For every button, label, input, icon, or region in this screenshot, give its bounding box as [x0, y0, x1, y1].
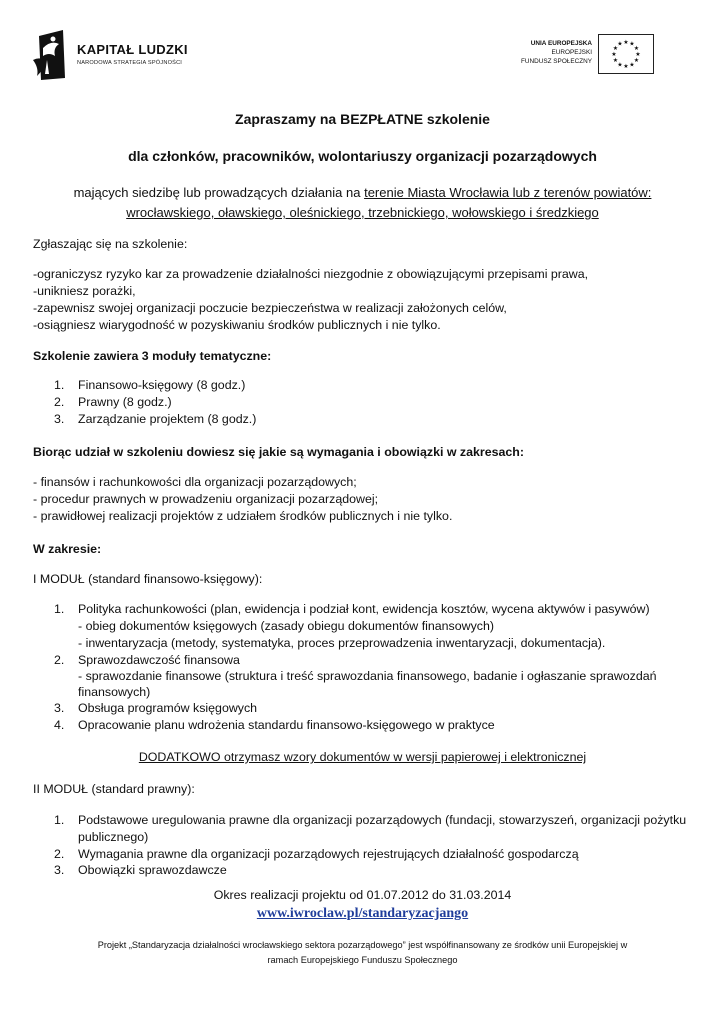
module-label: Prawny (8 godz.)	[78, 395, 172, 409]
line-text: Sprawozdawczość finansowa	[78, 653, 240, 667]
module2-title: II MODUŁ (standard prawny):	[33, 782, 195, 796]
line-number: 1.	[54, 602, 65, 616]
svg-text:★: ★	[623, 39, 629, 46]
intro-item: -osiągniesz wiarygodność w pozyskiwaniu środków publicznych i nie tylko.	[33, 318, 441, 332]
module-number: 1.	[54, 378, 65, 392]
module1-line	[54, 618, 494, 635]
title-audience: dla członków, pracowników, wolontariuszy organizacji pozarządowych	[128, 148, 597, 164]
module1-title: I MODUŁ (standard finansowo-księgowy):	[33, 572, 263, 586]
module1-line	[54, 668, 657, 685]
module2-line	[54, 812, 686, 829]
line-text: Obowiązki sprawozdawcze	[78, 863, 227, 877]
learn-item: - prawidłowej realizacji projektów z udziałem środków publicznych i nie tylko.	[33, 509, 453, 523]
module1-line	[54, 717, 495, 734]
funding-note-line2: ramach Europejskiego Funduszu Społecznego	[267, 955, 458, 965]
module1-line	[54, 652, 240, 669]
kapital-ludzki-emblem-icon	[33, 30, 67, 80]
module2-line	[54, 829, 148, 846]
title-location-prefix: mających siedzibę lub prowadzących działania na	[73, 185, 365, 200]
line-number: 1.	[54, 813, 65, 827]
eu-line-european: EUROPEJSKI	[551, 49, 592, 56]
line-number: 3.	[54, 701, 65, 715]
module-number: 3.	[54, 412, 65, 426]
title-districts: wrocławskiego, oławskiego, oleśnickiego, trzebnickiego, wołowskiego i średzkiego	[126, 205, 599, 220]
eu-flag-icon	[598, 34, 654, 74]
module1-line	[54, 635, 605, 652]
title-location-line	[0, 184, 725, 201]
svg-text:★: ★	[623, 63, 629, 70]
intro-item: -unikniesz porażki,	[33, 284, 136, 298]
kapital-ludzki-subtitle: NARODOWA STRATEGIA SPÓJNOŚCI	[77, 60, 183, 66]
eu-logo	[512, 34, 654, 76]
line-text: Obsługa programów księgowych	[78, 701, 258, 715]
module-list-item	[54, 394, 172, 411]
eu-line-union: UNIA EUROPEJSKA	[530, 40, 592, 47]
line-number: 3.	[54, 863, 65, 877]
line-text: publicznego)	[78, 830, 149, 844]
line-text: finansowych)	[78, 685, 151, 699]
learn-heading: Biorąc udział w szkoleniu dowiesz się jakie są wymagania i obowiązki w zakresach:	[33, 445, 524, 459]
module2-line	[54, 862, 227, 879]
intro-item: -ograniczysz ryzyko kar za prowadzenie działalności niezgodnie z obowiązującymi przepisami prawa,	[33, 267, 589, 281]
project-url-link[interactable]: www.iwroclaw.pl/standaryzacjango	[256, 906, 469, 921]
svg-text:★: ★	[612, 45, 619, 52]
title-location-underlined: terenie Miasta Wrocławia lub z terenów powiatów:	[364, 185, 652, 200]
line-text: - obieg dokumentów księgowych (zasady obiegu dokumentów finansowych)	[78, 619, 494, 633]
line-number: 4.	[54, 718, 65, 732]
line-number: 2.	[54, 847, 65, 861]
module-number: 2.	[54, 395, 65, 409]
svg-text:★: ★	[617, 61, 623, 69]
line-text: - inwentaryzacja (metody, systematyka, proces przeprowadzenia inwentaryzacji, dokumentacja).	[78, 636, 606, 650]
line-text: Podstawowe uregulowania prawne dla organizacji pozarządowych (fundacji, stowarzyszeń, organizacji pożytku	[78, 813, 687, 827]
svg-text:★: ★	[633, 45, 640, 52]
kapital-ludzki-title: KAPITAŁ LUDZKI	[77, 42, 188, 57]
eu-line-fund: FUNDUSZ SPOŁECZNY	[520, 58, 592, 65]
module1-line	[54, 601, 650, 618]
module2-line	[54, 846, 579, 863]
line-text: Opracowanie planu wdrożenia standardu finansowo-księgowego w praktyce	[78, 718, 495, 732]
module-list-item	[54, 377, 245, 394]
module1-line	[54, 684, 150, 701]
modules-heading: Szkolenie zawiera 3 moduły tematyczne:	[33, 349, 272, 363]
svg-text:★: ★	[629, 40, 635, 48]
svg-text:★: ★	[611, 51, 617, 58]
line-number: 2.	[54, 653, 65, 667]
project-url-line	[0, 905, 725, 922]
eu-logo-text	[521, 39, 592, 66]
svg-text:★: ★	[635, 51, 641, 58]
intro-item: -zapewnisz swojej organizacji poczucie bezpieczeństwa w realizacji założonych celów,	[33, 301, 507, 315]
svg-text:★: ★	[612, 57, 619, 64]
svg-text:★: ★	[617, 40, 623, 48]
intro-lead: Zgłaszając się na szkolenie:	[33, 237, 188, 251]
module1-line	[54, 700, 257, 717]
module-label: Finansowo-księgowy (8 godz.)	[78, 378, 246, 392]
title-invitation: Zapraszamy na BEZPŁATNE szkolenie	[235, 111, 490, 127]
learn-item: - procedur prawnych w prowadzeniu organizacji pozarządowej;	[33, 492, 379, 506]
funding-note-line1: Projekt „Standaryzacja działalności wrocławskiego sektora pozarządowego” jest współfinansowany ze środków unii Europejskiej w	[97, 940, 628, 950]
kapital-ludzki-logo	[33, 30, 213, 80]
svg-text:★: ★	[633, 57, 640, 64]
scope-heading: W zakresie:	[33, 542, 102, 556]
module-label: Zarządzanie projektem (8 godz.)	[78, 412, 257, 426]
svg-text:★: ★	[629, 61, 635, 69]
line-text: - sprawozdanie finansowe (struktura i treść sprawozdania finansowego, badanie i ogłaszanie sprawozdań	[78, 669, 657, 683]
bonus-note: DODATKOWO otrzymasz wzory dokumentów w wersji papierowej i elektronicznej	[138, 750, 587, 764]
line-text: Wymagania prawne dla organizacji pozarządowych rejestrujących działalność gospodarczą	[78, 847, 579, 861]
module-list-item	[54, 411, 256, 428]
project-period: Okres realizacji projektu od 01.07.2012 do 31.03.2014	[213, 888, 512, 902]
learn-item: - finansów i rachunkowości dla organizacji pozarządowych;	[33, 475, 357, 489]
line-text: Polityka rachunkowości (plan, ewidencja i podział kont, ewidencja kosztów, wycena aktywów i pasywów)	[78, 602, 650, 616]
